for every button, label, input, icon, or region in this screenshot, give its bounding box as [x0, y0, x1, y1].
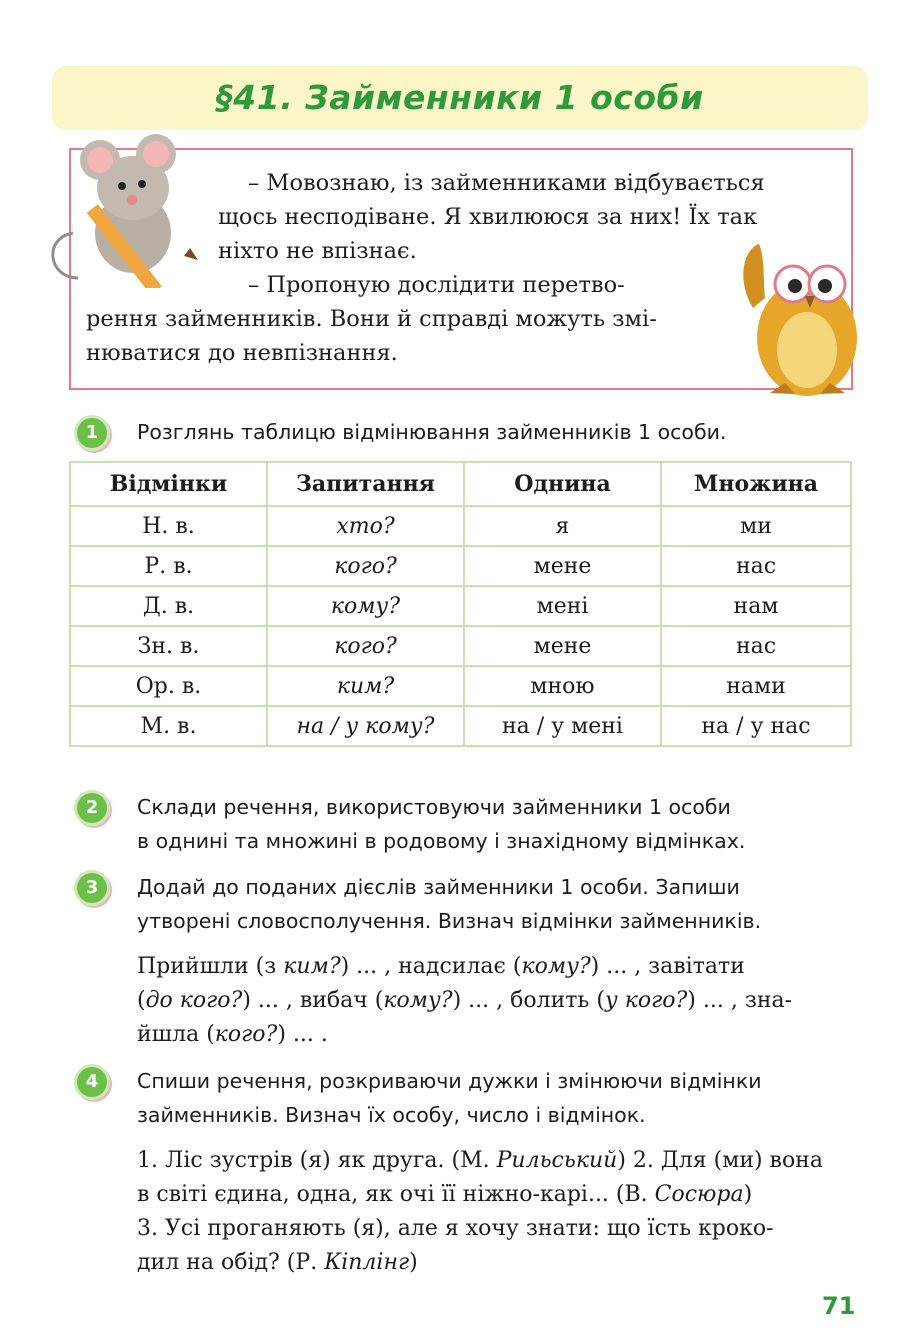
- case-cell: Д. в.: [70, 586, 267, 626]
- case-cell: М. в.: [70, 706, 267, 746]
- table-row: [70, 506, 851, 546]
- dialog-line: – Пропоную дослідити перетво-: [248, 272, 625, 298]
- table-row: [70, 586, 851, 626]
- singular-cell: на / у мені: [464, 706, 661, 746]
- table-row: [70, 546, 851, 586]
- singular-cell: мене: [464, 626, 661, 666]
- table-header-row: [70, 462, 851, 506]
- plural-cell: нам: [661, 586, 851, 626]
- task-instruction: Додай до поданих дієслів займенники 1 особи. Запиши: [137, 875, 740, 899]
- table-row: [70, 626, 851, 666]
- question-cell: ким?: [267, 666, 464, 706]
- page-title: §41. Займенники 1 особи: [216, 78, 704, 117]
- declension-table: [69, 461, 852, 747]
- exercise-line: в світі єдина, одна, як очі її ніжно-карі... (В. Сосюра): [137, 1182, 753, 1207]
- table-row: [70, 706, 851, 746]
- table-header-cell: Запитання: [267, 462, 464, 506]
- task-instruction: Розглянь таблицю відмінювання займенників 1 особи.: [137, 420, 727, 444]
- table-header-cell: Відмінки: [70, 462, 267, 506]
- table-header-cell: Множина: [661, 462, 851, 506]
- exercise-line: Прийшли (з ким?) ... , надсилає (кому?) ... , завітати: [137, 954, 745, 979]
- case-cell: Р. в.: [70, 546, 267, 586]
- plural-cell: нами: [661, 666, 851, 706]
- task-instruction: Склади речення, використовуючи займенники 1 особи: [137, 795, 731, 819]
- singular-cell: мною: [464, 666, 661, 706]
- task-number-badge: 2: [74, 790, 110, 826]
- table-row: [70, 666, 851, 706]
- dialog-line: нюватися до невпізнання.: [86, 340, 398, 366]
- plural-cell: нас: [661, 546, 851, 586]
- title-band: [52, 66, 868, 130]
- page-number: 71: [822, 1292, 856, 1320]
- case-cell: Н. в.: [70, 506, 267, 546]
- question-cell: на / у кому?: [267, 706, 464, 746]
- dialog-line: рення займенників. Вони й справді можуть змі-: [86, 306, 657, 332]
- dialog-line: – Мовознаю, із займенниками відбувається: [248, 170, 765, 196]
- dialog-line: ніхто не впізнає.: [218, 238, 417, 264]
- question-cell: кого?: [267, 546, 464, 586]
- exercise-line: (до кого?) ... , вибач (кому?) ... , болить (у кого?) ... , зна-: [137, 988, 793, 1013]
- exercise-line: дил на обід? (Р. Кіплінг): [137, 1250, 418, 1275]
- task-number-badge: 1: [74, 415, 110, 451]
- question-cell: кого?: [267, 626, 464, 666]
- task-instruction: займенників. Визнач їх особу, число і відмінок.: [137, 1103, 646, 1127]
- exercise-line: 1. Ліс зустрів (я) як друга. (М. Рильський) 2. Для (ми) вона: [137, 1148, 823, 1173]
- singular-cell: я: [464, 506, 661, 546]
- question-cell: кому?: [267, 586, 464, 626]
- case-cell: Зн. в.: [70, 626, 267, 666]
- task-instruction: Спиши речення, розкриваючи дужки і змінюючи відмінки: [137, 1069, 762, 1093]
- singular-cell: мені: [464, 586, 661, 626]
- plural-cell: на / у нас: [661, 706, 851, 746]
- dialog-line: щось несподіване. Я хвилююся за них! Їх так: [218, 204, 758, 230]
- exercise-line: 3. Усі проганяють (я), але я хочу знати: що їсть кроко-: [137, 1216, 774, 1241]
- question-cell: хто?: [267, 506, 464, 546]
- table-header-cell: Однина: [464, 462, 661, 506]
- exercise-line: йшла (кого?) ... .: [137, 1022, 328, 1047]
- case-cell: Ор. в.: [70, 666, 267, 706]
- task-instruction: в однині та множині в родовому і знахідному відмінках.: [137, 829, 746, 853]
- plural-cell: ми: [661, 506, 851, 546]
- task-instruction: утворені словосполучення. Визнач відмінки займенників.: [137, 909, 762, 933]
- task-number-badge: 4: [74, 1064, 110, 1100]
- mouse-illustration: [38, 128, 208, 288]
- owl-illustration: [735, 238, 867, 400]
- plural-cell: нас: [661, 626, 851, 666]
- task-number-badge: 3: [74, 870, 110, 906]
- singular-cell: мене: [464, 546, 661, 586]
